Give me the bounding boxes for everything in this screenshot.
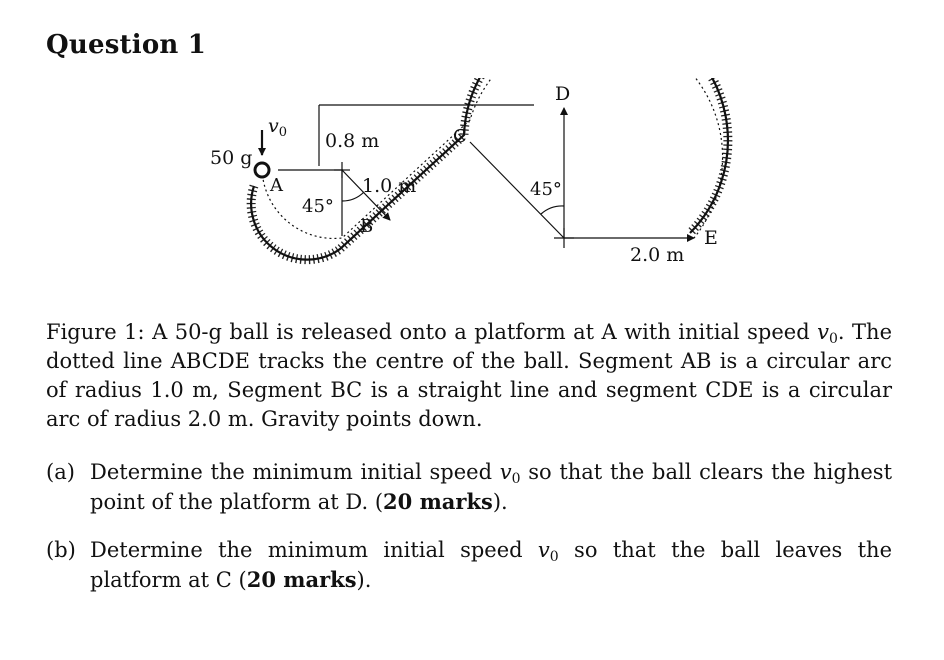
- question-b-subscript: 0: [549, 549, 559, 565]
- label-point-d: D: [555, 83, 571, 105]
- question-a-text-before: Determine the minimum initial speed: [90, 460, 500, 484]
- caption-suffix: . The dotted line ABCDE tracks the centre of the ball. Segment AB is a circular arc of radius 1.0 m, Segment BC is a straight line and segment CDE is a circular arc of radius 2.0 m. Gravity points down.: [46, 320, 893, 431]
- label-angle-a: 45°: [302, 196, 334, 217]
- question-b-text-before: Determine the minimum initial speed: [90, 538, 538, 562]
- label-angle-c: 45°: [530, 179, 562, 200]
- caption-prefix: Figure 1: A 50-g ball is released onto a platform at A with initial speed: [46, 320, 818, 344]
- question-a-variable: v: [499, 460, 512, 484]
- question-a-label: (a): [46, 460, 75, 484]
- question-a-text-mid: so that the ball clears the highest point of the platform at D. (: [90, 460, 893, 514]
- caption-variable: v: [817, 320, 829, 344]
- label-point-e: E: [704, 227, 718, 249]
- question-a-subscript: 0: [511, 471, 521, 487]
- ball: [255, 163, 269, 177]
- question-b-label: (b): [46, 538, 76, 562]
- label-point-b: B: [360, 216, 374, 237]
- label-radius-ab: 1.0 m: [362, 175, 417, 197]
- figure-caption: [46, 318, 892, 434]
- question-heading: Question 1: [46, 30, 207, 60]
- angle-arc-c: [541, 206, 564, 214]
- question-b-variable: v: [537, 538, 550, 562]
- question-a: [46, 458, 892, 517]
- question-a-text-after: ).: [492, 490, 508, 514]
- angle-arc-a: [342, 192, 364, 201]
- question-b-text-after: ).: [356, 568, 372, 592]
- label-v0-subscript: 0: [278, 125, 288, 140]
- label-mass: 50 g: [210, 147, 253, 169]
- label-v0: $v_0$: [268, 115, 288, 140]
- platform-figure: [198, 78, 738, 288]
- label-point-a: A: [270, 175, 283, 196]
- question-a-marks: 20 marks: [383, 489, 493, 514]
- caption-subscript: 0: [828, 331, 838, 347]
- label-height: 0.8 m: [325, 130, 380, 152]
- question-b-marks: 20 marks: [246, 567, 357, 592]
- question-list: [46, 458, 892, 614]
- question-b: [46, 536, 892, 595]
- question-b-text-mid: so that the ball leaves the platform at C (: [90, 538, 892, 592]
- label-point-c: C: [453, 126, 467, 147]
- label-radius-cde: 2.0 m: [630, 244, 685, 266]
